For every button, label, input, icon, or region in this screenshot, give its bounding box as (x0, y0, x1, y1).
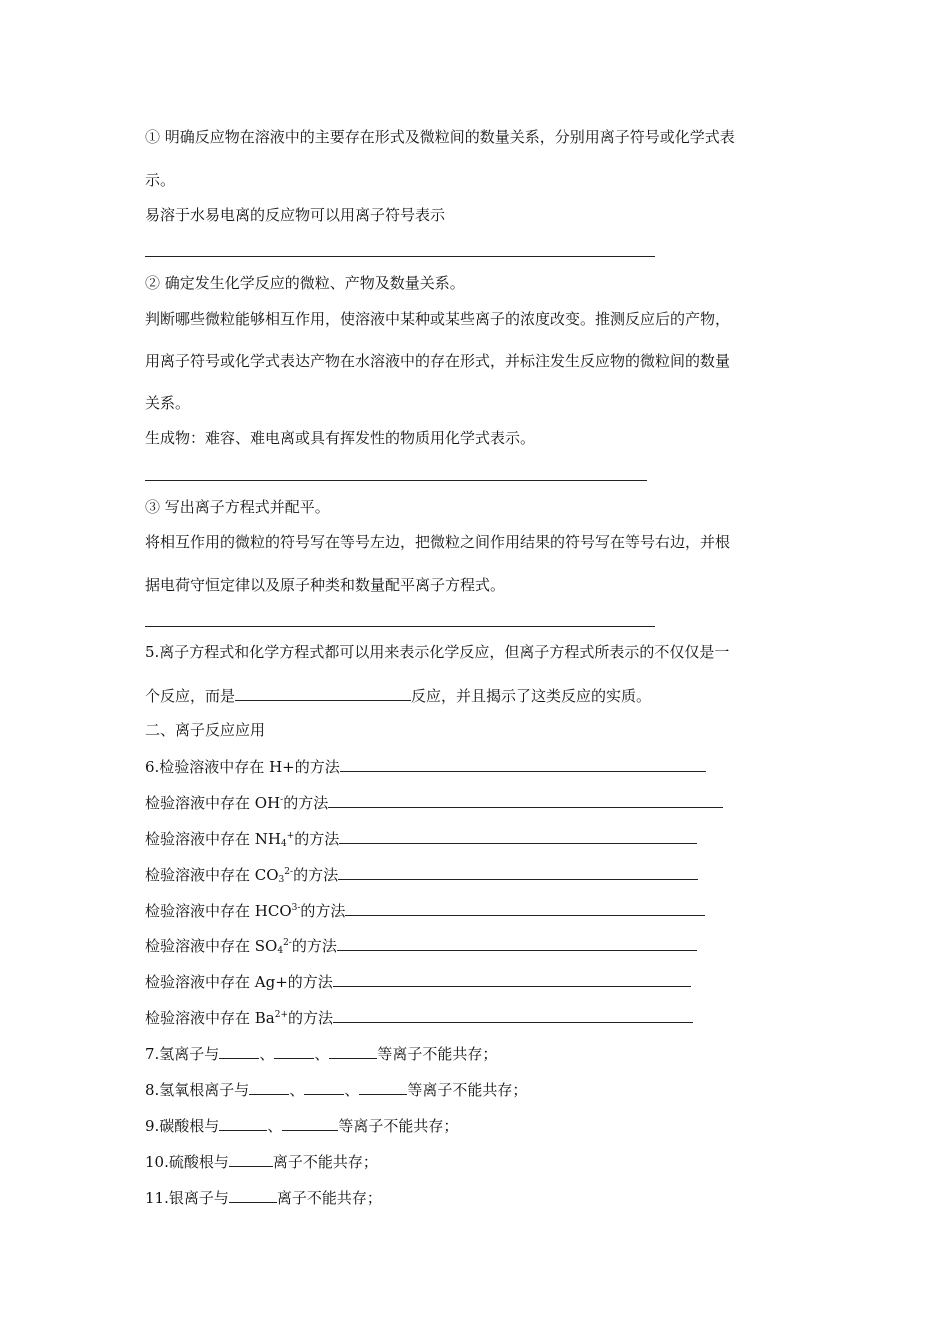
fill-blank[interactable] (338, 864, 698, 880)
fill-blank[interactable] (345, 900, 705, 916)
step1-line2: 示。 (145, 171, 176, 189)
separator: 、 (314, 1045, 330, 1063)
q6-hco3-label: 检验溶液中存在 HCO (145, 902, 292, 920)
fill-blank[interactable] (282, 1115, 338, 1131)
q6-nh4-line (145, 828, 697, 849)
subscript: 3 (278, 875, 285, 885)
q6-oh-suffix: 的方法 (283, 794, 329, 812)
step1-line1: ① 明确反应物在溶液中的主要存在形式及微粒间的数量关系，分别用离子符号或化学式表 (145, 128, 735, 146)
q5-prefix: 个反应，而是 (145, 687, 236, 705)
q6-ag-line (145, 971, 691, 992)
fill-blank[interactable] (333, 1007, 693, 1023)
q8-line (145, 1079, 527, 1100)
separator: 、 (267, 1117, 283, 1135)
q6-co3-line (145, 864, 698, 885)
q10-line (145, 1151, 378, 1172)
q6-h-label: 6.检验溶液中存在 H+的方法 (145, 758, 340, 776)
q9-line (145, 1115, 458, 1136)
separator: 、 (289, 1081, 305, 1099)
q10-prefix: 10.硫酸根与 (145, 1153, 229, 1171)
q6-co3-suffix: 的方法 (293, 866, 339, 884)
q9-suffix: 等离子不能共存； (338, 1117, 459, 1135)
q11-prefix: 11.银离子与 (145, 1189, 229, 1207)
fill-blank[interactable] (229, 1187, 277, 1203)
q6-ag-label: 检验溶液中存在 Ag+的方法 (145, 973, 333, 991)
fill-blank[interactable] (304, 1079, 344, 1095)
q6-so4-label: 检验溶液中存在 SO (145, 937, 278, 955)
step2-line3: 关系。 (145, 394, 191, 412)
q11-suffix: 离子不能共存； (276, 1189, 382, 1207)
q6-nh4-suffix: 的方法 (294, 830, 340, 848)
step2-title: ② 确定发生化学反应的微粒、产物及数量关系。 (145, 274, 465, 292)
fill-blank[interactable] (249, 1079, 289, 1095)
q8-prefix: 8.氢氧根离子与 (145, 1081, 250, 1099)
fill-blank[interactable] (219, 1115, 267, 1131)
fill-blank[interactable] (328, 792, 723, 808)
q10-suffix: 离子不能共存； (272, 1153, 378, 1171)
q7-prefix: 7.氢离子与 (145, 1045, 220, 1063)
q6-ba-line (145, 1007, 693, 1028)
q6-h-line (145, 756, 706, 777)
step3-title: ③ 写出离子方程式并配平。 (145, 498, 330, 516)
q5-suffix: 反应，并且揭示了这类反应的实质。 (411, 687, 652, 705)
q6-ba-suffix: 的方法 (288, 1009, 334, 1027)
q6-ba-label: 检验溶液中存在 Ba (145, 1009, 275, 1027)
fill-blank[interactable] (339, 828, 697, 844)
charge-sup: + (286, 831, 295, 841)
step3-line1: 将相互作用的微粒的符号写在等号左边，把微粒之间作用结果的符号写在等号右边，并根 (145, 533, 731, 551)
q6-oh-line (145, 792, 723, 813)
step2-line1: 判断哪些微粒能够相互作用，使溶液中某种或某些离子的浓度改变。推测反应后的产物， (145, 310, 731, 328)
q5-line1: 5.离子方程式和化学方程式都可以用来表示化学反应，但离子方程式所表示的不仅仅是一 (145, 643, 730, 661)
answer-line[interactable] (145, 256, 655, 257)
q6-so4-suffix: 的方法 (291, 937, 337, 955)
charge-sup: - (280, 795, 284, 805)
subscript: 4 (280, 839, 287, 849)
answer-line[interactable] (145, 480, 647, 481)
charge-sup: 2- (284, 867, 294, 877)
separator: 、 (344, 1081, 360, 1099)
answer-line[interactable] (145, 626, 655, 627)
step3-line2: 据电荷守恒定律以及原子种类和数量配平离子方程式。 (145, 576, 506, 594)
subscript: 4 (277, 946, 284, 956)
fill-blank[interactable] (337, 935, 697, 951)
fill-blank[interactable] (333, 971, 691, 987)
charge-sup: 2- (283, 938, 292, 948)
q11-line (145, 1187, 382, 1208)
fill-blank[interactable] (329, 1043, 377, 1059)
fill-blank[interactable] (219, 1043, 259, 1059)
q9-prefix: 9.碳酸根与 (145, 1117, 220, 1135)
q6-hco3-suffix: 的方法 (300, 902, 346, 920)
q6-hco3-line (145, 900, 705, 921)
step2-line2: 用离子符号或化学式表达产物在水溶液中的存在形式，并标注发生反应物的微粒间的数量 (145, 352, 731, 370)
q5-line2 (145, 685, 651, 706)
charge-sup: 3- (291, 903, 301, 913)
separator: 、 (259, 1045, 275, 1063)
charge-sup: 2+ (274, 1010, 289, 1020)
q6-oh-label: 检验溶液中存在 OH (145, 794, 281, 812)
q8-suffix: 等离子不能共存； (407, 1081, 528, 1099)
q6-so4-line (145, 935, 697, 956)
q6-nh4-label: 检验溶液中存在 NH (145, 830, 281, 848)
q7-line (145, 1043, 497, 1064)
step2-hint: 生成物：难容、难电离或具有挥发性的物质用化学式表示。 (145, 429, 536, 447)
fill-blank[interactable] (235, 685, 411, 701)
q6-co3-label: 检验溶液中存在 CO (145, 866, 279, 884)
fill-blank[interactable] (340, 756, 706, 772)
section-title: 二、离子反应应用 (145, 721, 266, 739)
fill-blank[interactable] (229, 1151, 273, 1167)
fill-blank[interactable] (274, 1043, 314, 1059)
fill-blank[interactable] (359, 1079, 407, 1095)
q7-suffix: 等离子不能共存； (377, 1045, 498, 1063)
step1-hint: 易溶于水易电离的反应物可以用离子符号表示 (145, 206, 446, 224)
